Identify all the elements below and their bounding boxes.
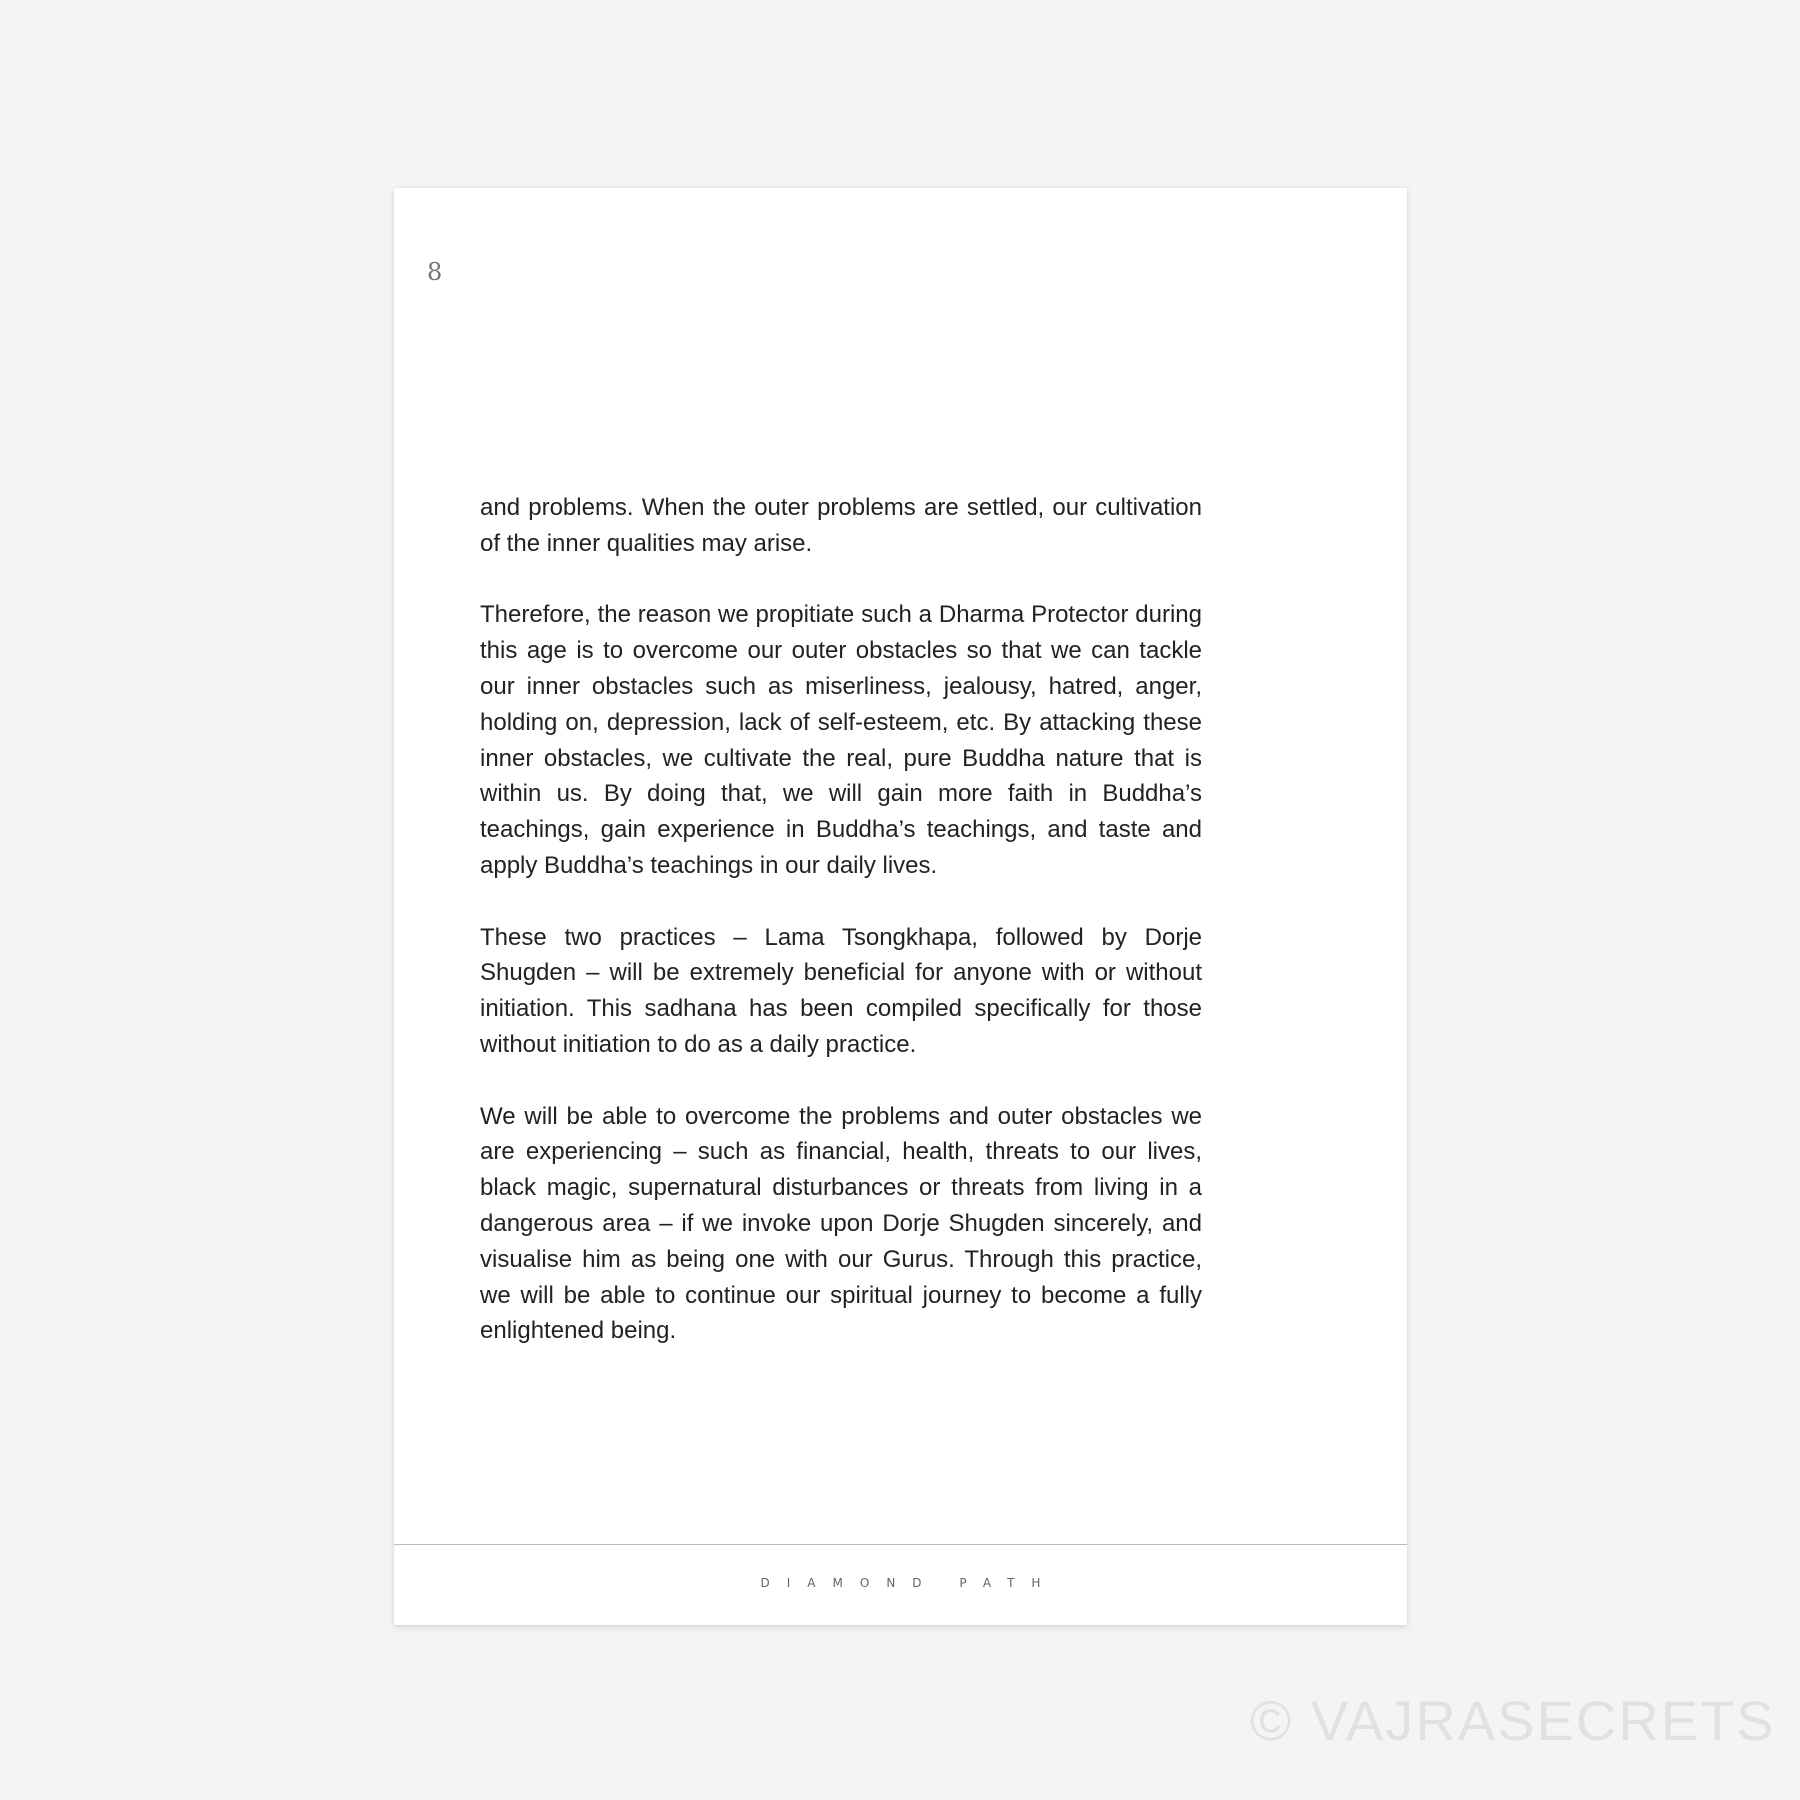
page-number: 8 — [427, 258, 443, 286]
paragraph-1: and problems. When the outer problems are settled, our cultivation of the inner qualities may arise. — [480, 494, 1202, 557]
running-footer: DIAMOND PATH — [760, 1576, 1058, 1590]
footer-divider — [394, 1544, 1407, 1545]
document-page — [394, 188, 1407, 1625]
paragraph-2: Therefore, the reason we propitiate such a Dharma Protector during this age is to overcome our outer obstacles so that we can tackle our inner obstacles such as miserliness, jealousy, hatred, anger, holding on, depression, lack of self-esteem, etc. By attacking these inner obstacles, we cultivate the real, pure Buddha nature that is within us. By doing that, we will gain more faith in Buddha’s teachings, gain experience in Buddha’s teachings, and taste and apply Buddha’s teachings in our daily lives. — [480, 601, 1202, 879]
paragraph-4: We will be able to overcome the problems and outer obstacles we are experiencing – such as financial, health, threats to our lives, black magic, supernatural disturbances or threats from living in a dangerous area – if we invoke upon Dorje Shugden sincerely, and visualise him as being one with our Gurus. Through this practice, we will be able to continue our spiritual journey to become a fully enlightened being. — [480, 1102, 1202, 1345]
paragraph-3: These two practices – Lama Tsongkhapa, followed by Dorje Shugden – will be extremely beneficial for anyone with or without initiation. This sadhana has been compiled specifically for those without initiation to do as a daily practice. — [480, 923, 1202, 1058]
copyright-watermark: © VAJRASECRETS — [1250, 1689, 1776, 1752]
body-text — [480, 490, 1202, 1385]
